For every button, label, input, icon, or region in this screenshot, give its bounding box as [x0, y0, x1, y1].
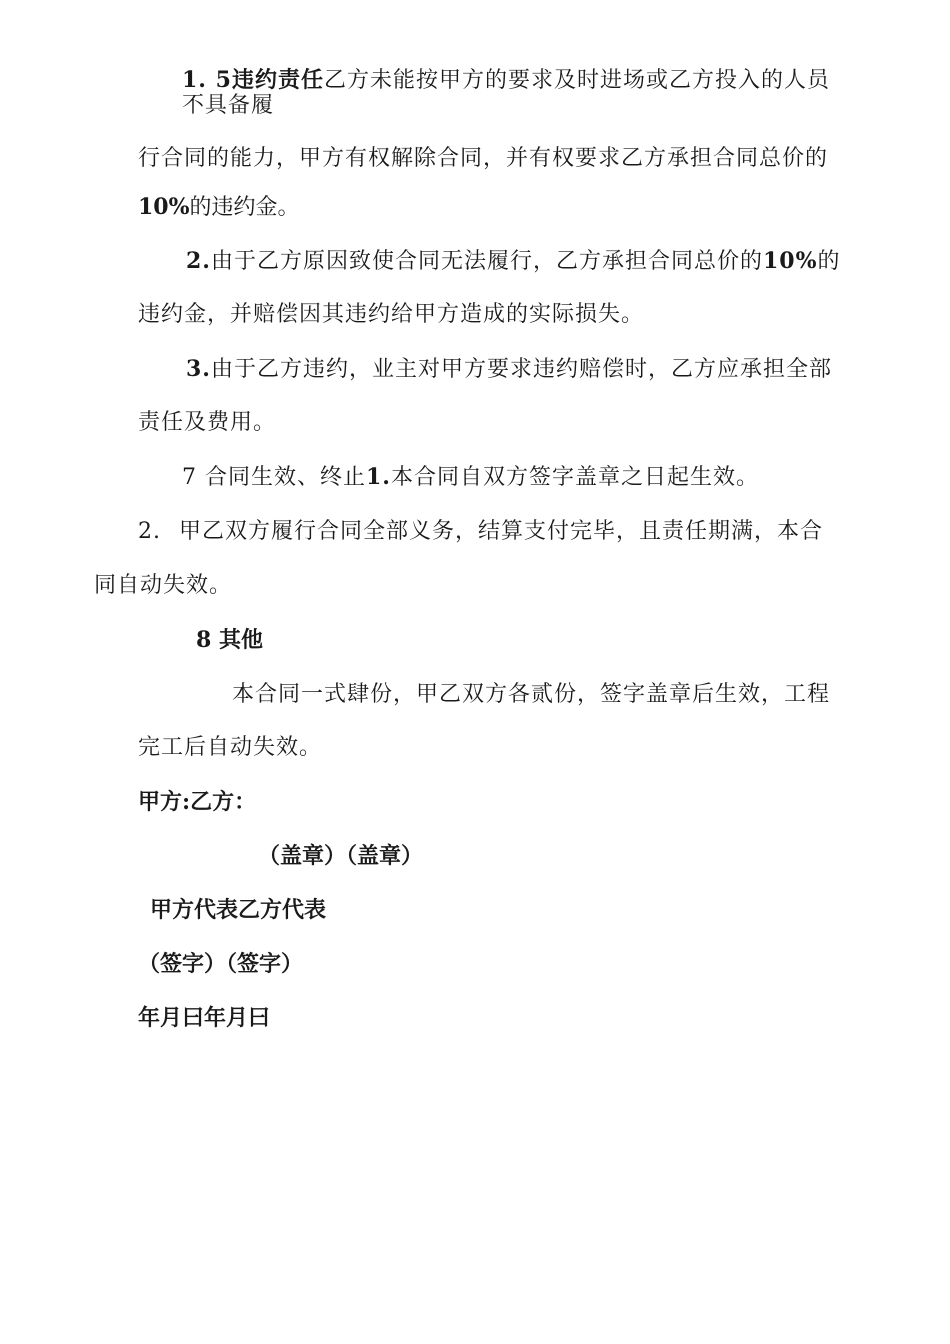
section-1-5-line-1 — [182, 67, 830, 94]
section-number: 1. 5 — [182, 67, 232, 93]
item-3-line-1 — [186, 356, 832, 383]
paragraph-text: 乙方未能按甲方的要求及时进场或乙方投入的人员 — [323, 68, 830, 93]
section-heading: 违约责任 — [231, 67, 324, 93]
paragraph-text: 本合同自双方签字盖章之日起生效。 — [390, 465, 759, 490]
item-2-line-2: 违约金，并赔偿因其违约给甲方造成的实际损失。 — [138, 302, 645, 327]
section-7-line-2 — [138, 519, 823, 545]
paragraph-text: 的 — [817, 249, 841, 274]
section-1-5-line-2: 不具备履 — [182, 93, 275, 118]
paragraph-text: 由于乙方原因致使合同无法履行，乙方承担合同总价的 — [210, 249, 763, 274]
signature-parties: 甲方:乙方： — [138, 789, 257, 815]
paragraph-text: 由于乙方违约，业主对甲方要求违约赔偿时，乙方应承担全部 — [210, 357, 832, 382]
section-7-line-3: 同自动失效。 — [94, 573, 233, 598]
percentage: 10% — [762, 248, 818, 274]
item-number: 1. — [366, 464, 391, 490]
section-8-line-2: 完工后自动失效。 — [138, 735, 323, 760]
item-number: 2. — [138, 519, 161, 544]
section-8-line-1: 本合同一式肆份，甲乙双方各贰份，签字盖章后生效，工程 — [232, 682, 831, 707]
signature-dates: 年月曰年月曰 — [138, 1005, 271, 1031]
section-1-5-line-3: 行合同的能力，甲方有权解除合同，并有权要求乙方承担合同总价的 — [138, 146, 829, 171]
item-number: 2. — [186, 248, 211, 274]
signature-representatives: 甲方代表乙方代表 — [150, 897, 327, 923]
section-8-heading: 8 其他 — [196, 627, 263, 653]
percentage: 10% — [138, 194, 190, 220]
section-heading: 7 合同生效、终止 — [182, 465, 366, 490]
paragraph-text: 的违约金。 — [189, 195, 300, 220]
section-1-5-line-4 — [138, 194, 300, 221]
signature-seals: （盖章）（盖章） — [258, 843, 424, 869]
item-2-line-1 — [186, 248, 841, 275]
item-number: 3. — [186, 356, 211, 382]
signature-signs: （签字）（签字） — [138, 951, 304, 977]
paragraph-text: 甲乙双方履行合同全部义务，结算支付完毕，且责任期满，本合 — [179, 519, 824, 544]
section-7-line-1 — [182, 464, 759, 491]
item-3-line-2: 责任及费用。 — [138, 410, 277, 435]
